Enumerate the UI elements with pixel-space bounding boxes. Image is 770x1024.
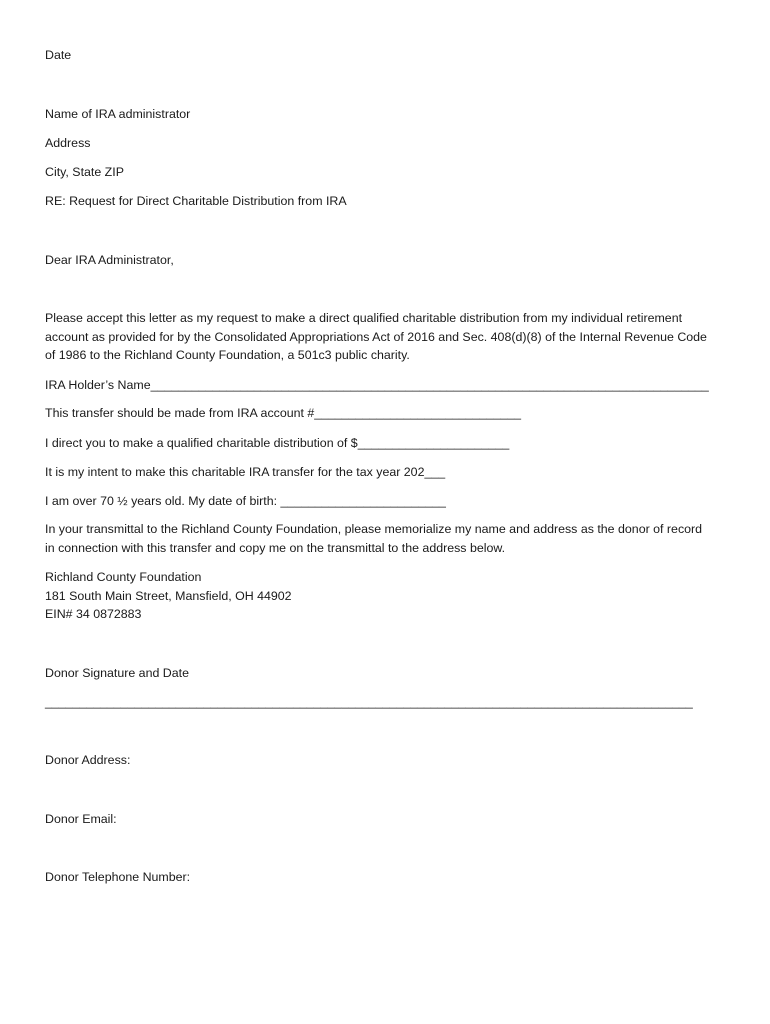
tax-year-field: It is my intent to make this charitable IRA transfer for the tax year 202___ <box>45 465 446 479</box>
foundation-name: Richland County Foundation <box>45 570 202 584</box>
foundation-address-block <box>45 568 735 624</box>
intro-paragraph <box>45 309 735 365</box>
intro-line: Please accept this letter as my request to make a direct qualified charitable distribution from my individual retirement <box>45 311 683 325</box>
recipient-city-state-zip: City, State ZIP <box>45 165 124 179</box>
transmittal-line: in connection with this transfer and copy me on the transmittal to the address below. <box>45 540 506 555</box>
distribution-amount-field: I direct you to make a qualified charitable distribution of $______________________ <box>45 436 510 450</box>
donor-signature-label: Donor Signature and Date <box>45 666 189 680</box>
transmittal-paragraph <box>45 520 735 557</box>
donor-email-label: Donor Email: <box>45 812 117 826</box>
birth-date-field: I am over 70 ½ years old. My date of birth: ________________________ <box>45 494 446 508</box>
date-label: Date <box>45 48 72 62</box>
subject-line: RE: Request for Direct Charitable Distribution from IRA <box>45 194 347 208</box>
foundation-address: 181 South Main Street, Mansfield, OH 44902 <box>45 588 292 603</box>
donor-phone-label: Donor Telephone Number: <box>45 870 191 884</box>
recipient-name: Name of IRA administrator <box>45 107 191 121</box>
recipient-address: Address <box>45 136 91 150</box>
holder-name-field: IRA Holder’s Name_________________________________________________________________________________ <box>45 378 709 392</box>
intro-line: of 1986 to the Richland County Foundation, a 501c3 public charity. <box>45 348 410 362</box>
intro-line: account as provided for by the Consolidated Appropriations Act of 2016 and Sec. 408(d)(8) of the Internal Revenue Code <box>45 329 707 344</box>
donor-address-label: Donor Address: <box>45 753 131 767</box>
donor-signature-line: ______________________________________________________________________________________________ <box>45 695 693 709</box>
account-number-field: This transfer should be made from IRA account #______________________________ <box>45 406 522 420</box>
transmittal-line: In your transmittal to the Richland County Foundation, please memorialize my name and address as the donor of record <box>45 522 703 536</box>
foundation-ein: EIN# 34 0872883 <box>45 607 142 621</box>
salutation: Dear IRA Administrator, <box>45 253 174 267</box>
